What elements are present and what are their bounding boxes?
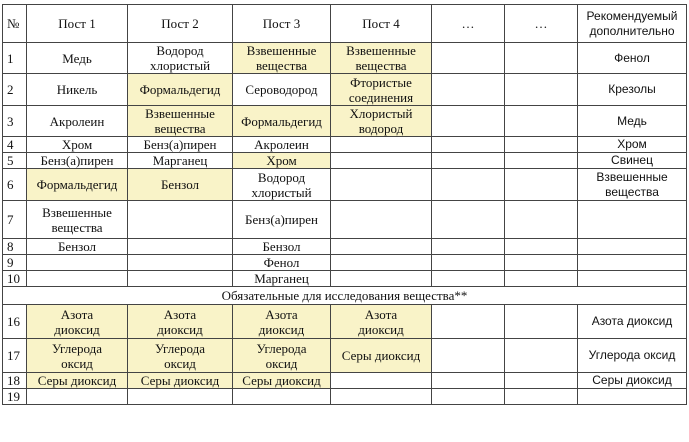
table-cell: [505, 271, 578, 287]
table-cell: [331, 201, 432, 239]
table-cell: Взвешенные вещества: [27, 201, 128, 239]
table-cell: [128, 201, 233, 239]
table-cell: [505, 255, 578, 271]
table-cell: Водород хлористый: [128, 43, 233, 74]
table-cell: Марганец: [128, 153, 233, 169]
table-cell: [432, 305, 505, 339]
table-cell: [331, 169, 432, 201]
table-cell: Акролеин: [233, 137, 331, 153]
table-cell: [432, 373, 505, 389]
table-cell: Акролеин: [27, 106, 128, 137]
table-cell: [331, 239, 432, 255]
table-row: [3, 201, 687, 239]
table-cell: [578, 389, 687, 405]
table-cell: [331, 137, 432, 153]
table-cell: Углерода оксид: [27, 339, 128, 373]
column-header: Рекомендуемый дополнительно: [578, 5, 687, 43]
table-row: [3, 389, 687, 405]
row-number: 17: [3, 339, 27, 373]
section-title: Обязательные для исследования вещества**: [3, 287, 687, 305]
table-cell: Формальдегид: [128, 74, 233, 106]
table-cell: [578, 201, 687, 239]
table-cell: [505, 169, 578, 201]
table-cell: Взвешенные вещества: [578, 169, 687, 201]
table-cell: Азота диоксид: [331, 305, 432, 339]
table-cell: [331, 153, 432, 169]
table-cell: [432, 74, 505, 106]
table-cell: Азота диоксид: [128, 305, 233, 339]
row-number: 16: [3, 305, 27, 339]
table-cell: Бензол: [27, 239, 128, 255]
row-number: 18: [3, 373, 27, 389]
table-row: [3, 271, 687, 287]
table-cell: [128, 271, 233, 287]
table-cell: Углерода оксид: [578, 339, 687, 373]
table-cell: Хром: [578, 137, 687, 153]
table-cell: [331, 271, 432, 287]
table-cell: Хром: [233, 153, 331, 169]
table-cell: [331, 255, 432, 271]
row-number: 19: [3, 389, 27, 405]
table-cell: Серы диоксид: [331, 339, 432, 373]
table-cell: [432, 339, 505, 373]
table-cell: Серы диоксид: [128, 373, 233, 389]
table-row: [3, 169, 687, 201]
table-cell: [578, 255, 687, 271]
table-cell: Углерода оксид: [233, 339, 331, 373]
table-cell: [505, 137, 578, 153]
table-cell: Формальдегид: [27, 169, 128, 201]
table-cell: [233, 389, 331, 405]
table-cell: Хром: [27, 137, 128, 153]
table-row: [3, 106, 687, 137]
table-cell: [432, 169, 505, 201]
table-cell: [27, 271, 128, 287]
substances-table-sheet: [2, 4, 686, 438]
table-cell: Фенол: [233, 255, 331, 271]
table-cell: Серы диоксид: [27, 373, 128, 389]
table-cell: [27, 255, 128, 271]
table-cell: [505, 339, 578, 373]
table-cell: Никель: [27, 74, 128, 106]
substances-table: [2, 4, 687, 405]
column-header: №: [3, 5, 27, 43]
table-cell: [505, 373, 578, 389]
table-cell: [505, 153, 578, 169]
table-cell: [331, 373, 432, 389]
table-cell: Бенз(а)пирен: [233, 201, 331, 239]
table-row: [3, 239, 687, 255]
table-body: [3, 5, 687, 405]
table-row: [3, 74, 687, 106]
table-cell: [432, 137, 505, 153]
column-header: …: [432, 5, 505, 43]
table-cell: [128, 239, 233, 255]
row-number: 6: [3, 169, 27, 201]
table-cell: [432, 271, 505, 287]
row-number: 4: [3, 137, 27, 153]
table-cell: [432, 201, 505, 239]
section-row: [3, 287, 687, 305]
table-cell: [432, 43, 505, 74]
table-cell: Углерода оксид: [128, 339, 233, 373]
table-row: [3, 43, 687, 74]
row-number: 3: [3, 106, 27, 137]
header-row: [3, 5, 687, 43]
table-cell: Серы диоксид: [578, 373, 687, 389]
table-cell: [505, 74, 578, 106]
column-header: Пост 3: [233, 5, 331, 43]
table-cell: Азота диоксид: [27, 305, 128, 339]
table-row: [3, 305, 687, 339]
table-cell: Бенз(а)пирен: [128, 137, 233, 153]
table-cell: Взвешенные вещества: [128, 106, 233, 137]
table-cell: Сероводород: [233, 74, 331, 106]
table-cell: Марганец: [233, 271, 331, 287]
table-cell: [505, 389, 578, 405]
table-cell: Крезолы: [578, 74, 687, 106]
table-cell: Медь: [27, 43, 128, 74]
table-row: [3, 339, 687, 373]
table-cell: Водород хлористый: [233, 169, 331, 201]
column-header: Пост 2: [128, 5, 233, 43]
row-number: 2: [3, 74, 27, 106]
table-cell: [505, 106, 578, 137]
table-cell: [128, 389, 233, 405]
table-cell: Серы диоксид: [233, 373, 331, 389]
table-cell: [432, 239, 505, 255]
column-header: …: [505, 5, 578, 43]
table-cell: [505, 305, 578, 339]
table-cell: Бензол: [128, 169, 233, 201]
table-cell: [578, 239, 687, 255]
table-cell: Взвешенные вещества: [331, 43, 432, 74]
table-cell: Хлористый водород: [331, 106, 432, 137]
table-cell: [432, 153, 505, 169]
table-cell: Бензол: [233, 239, 331, 255]
table-cell: [27, 389, 128, 405]
table-row: [3, 137, 687, 153]
table-cell: Азота диоксид: [578, 305, 687, 339]
table-cell: Формальдегид: [233, 106, 331, 137]
row-number: 7: [3, 201, 27, 239]
table-cell: [331, 389, 432, 405]
row-number: 8: [3, 239, 27, 255]
column-header: Пост 1: [27, 5, 128, 43]
table-cell: [432, 255, 505, 271]
table-cell: Медь: [578, 106, 687, 137]
table-cell: Бенз(а)пирен: [27, 153, 128, 169]
table-row: [3, 255, 687, 271]
table-cell: Фенол: [578, 43, 687, 74]
table-cell: [578, 271, 687, 287]
table-cell: [505, 239, 578, 255]
table-cell: [432, 106, 505, 137]
table-cell: Фтористые соединения: [331, 74, 432, 106]
table-row: [3, 373, 687, 389]
table-cell: Свинец: [578, 153, 687, 169]
row-number: 1: [3, 43, 27, 74]
table-cell: [432, 389, 505, 405]
row-number: 9: [3, 255, 27, 271]
table-cell: [505, 43, 578, 74]
row-number: 10: [3, 271, 27, 287]
row-number: 5: [3, 153, 27, 169]
table-cell: Взвешенные вещества: [233, 43, 331, 74]
table-cell: [128, 255, 233, 271]
table-row: [3, 153, 687, 169]
table-cell: Азота диоксид: [233, 305, 331, 339]
table-cell: [505, 201, 578, 239]
column-header: Пост 4: [331, 5, 432, 43]
